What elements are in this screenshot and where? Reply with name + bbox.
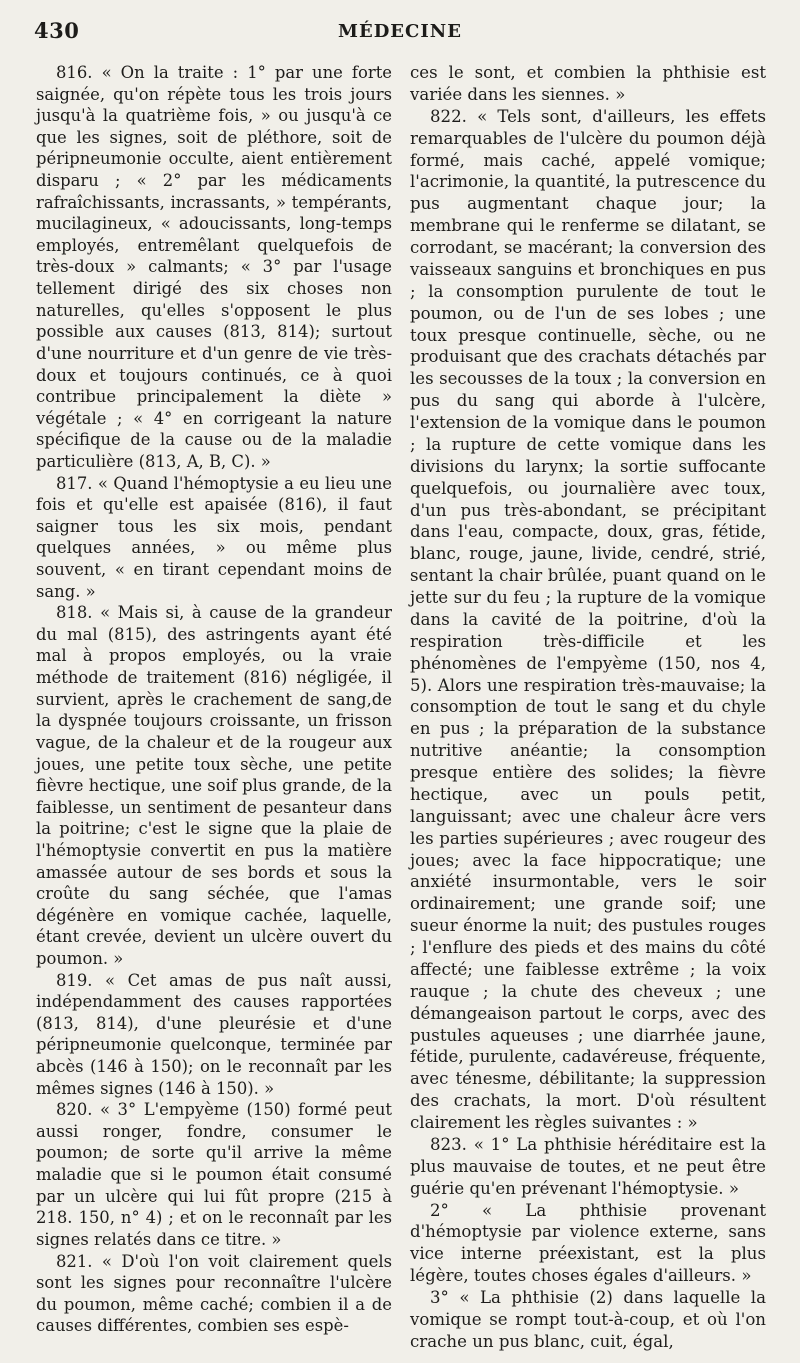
paragraph-819: 819. « Cet amas de pus naît aussi, indépendamment des causes rapportées (813, 814), d'une pleurésie et d'une péripneumonie quelconque, terminée par abcès (146 à 150); on le reconnaît par les mêmes signes (146 à 150). » — [36, 970, 392, 1098]
paragraph-821-continued: ces le sont, et combien la phthisie est variée dans les siennes. » — [410, 63, 766, 104]
page-header — [34, 18, 766, 48]
page-number: 430 — [34, 18, 80, 43]
right-column — [410, 62, 766, 1353]
left-column — [36, 62, 392, 1337]
paragraph-822: 822. « Tels sont, d'ailleurs, les effets remarquables de l'ulcère du poumon déjà formé, mais caché, appelé vomique; l'acrimonie, la quantité, la putrescence du pus augmentant chaque jour; la membrane qui le renferme se dilatant, se corrodant, se macérant; la conversion des vaisseaux sanguins et bronchiques en pus ; la consomption purulente de tout le poumon, ou de l'un de ses lobes ; une toux presque continuelle, sèche, ou ne produisant que des crachats détachés par les secousses de la toux ; la conversion en pus du sang qui aborde à l'ulcère, l'extension de la vomique dans le poumon ; la rupture de cette vomique dans les divisions du larynx; la sortie suffocante quelquefois, ou journalière avec toux, d'un pus très-abondant, se précipitant dans l'eau, compacte, doux, gras, fétide, blanc, rouge, jaune, livide, cendré, strié, sentant la chair brûlée, puant quand on le jette sur du feu ; la rupture de la vomique dans la cavité de la poitrine, d'où la respiration très-difficile et les phénomènes de l'empyème (150, nos 4, 5). Alors une respiration très-mauvaise; la consomption de tout le sang et du chyle en pus ; la préparation de la substance nutritive anéantie; la consomption presque entière des solides; la fièvre hectique, avec un pouls petit, languissant; avec une chaleur âcre vers les parties supérieures ; avec rougeur des joues; avec la face hippocratique; une anxiété insurmontable, vers le soir ordinairement; une grande soif; une sueur énorme la nuit; des pustules rouges ; l'enflure des pieds et des mains du côté affecté; une faiblesse extrême ; la voix rauque ; la chute des cheveux ; une démangeaison partout le corps, avec des pustules aqueuses ; une diarrhée jaune, fétide, purulente, cadavéreuse, fréquente, avec ténesme, débilitante; la suppression des crachats, la mort. D'où résultent clairement les règles suivantes : » — [410, 106, 766, 1132]
paragraph-823-item-2: 2° « La phthisie provenant d'hémoptysie par violence externe, sans vice interne préexistant, est la plus légère, toutes choses égales d'ailleurs. » — [410, 1200, 766, 1286]
paragraph-821: 821. « D'où l'on voit clairement quels sont les signes pour reconnaître l'ulcère du poumon, même caché; combien il a de causes différentes, combien ses espè- — [36, 1251, 392, 1336]
paragraph-817: 817. « Quand l'hémoptysie a eu lieu une fois et qu'elle est apaisée (816), il faut saigner tous les six mois, pendant quelques années, » ou même plus souvent, « en tirant cependant moins de sang. » — [36, 473, 392, 601]
paragraph-820: 820. « 3° L'empyème (150) formé peut aussi ronger, fondre, consumer le poumon; de sorte qu'il arrive la même maladie que si le poumon était consumé par un ulcère qui lui fût propre (215 à 218. 150, n° 4) ; et on le reconnaît par les signes relatés dans ce titre. » — [36, 1100, 392, 1249]
paragraph-818: 818. « Mais si, à cause de la grandeur du mal (815), des astringents ayant été mal à propos employés, ou la vraie méthode de traitement (816) négligée, il survient, après le crachement de sang,de la dyspnée toujours croissante, un frisson vague, de la chaleur et de la rougeur aux joues, une petite toux sèche, une petite fièvre hectique, une soif plus grande, de la faiblesse, un sentiment de pesanteur dans la poitrine; c'est le signe que la plaie de l'hémoptysie convertit en pus la matière amassée autour de ses bords et sous la croûte du sang séchée, que l'amas dégénère en vomique cachée, laquelle, étant crevée, devient un ulcère ouvert du poumon. » — [36, 603, 392, 968]
paragraph-816: 816. « On la traite : 1° par une forte saignée, qu'on répète tous les trois jours jusqu'à la quatrième fois, » ou jusqu'à ce que les signes, soit de pléthore, soit de péripneumonie occulte, aient entièrement disparu ; « 2° par les médicaments rafraîchissants, incrassants, » tempérants, mucilagineux, « adoucissants, long-temps employés, entremêlant quelquefois de très-doux » calmants; « 3° par l'usage tellement dirigé des six choses non naturelles, qu'elles s'opposent le plus possible aux causes (813, 814); surtout d'une nourriture et d'un genre de vie très-doux et toujours continués, ce à quoi contribue principalement la diète » végétale ; « 4° en corrigeant la nature spécifique de la cause ou de la maladie particulière (813, A, B, C). » — [36, 63, 392, 471]
paragraph-823-item-3: 3° « La phthisie (2) dans laquelle la vomique se rompt tout-à-coup, et où l'on crache un pus blanc, cuit, égal, — [410, 1288, 766, 1351]
running-title: MÉDECINE — [338, 21, 462, 42]
paragraph-823: 823. « 1° La phthisie héréditaire est la plus mauvaise de toutes, et ne peut être guérie qu'en prévenant l'hémoptysie. » — [410, 1134, 766, 1198]
